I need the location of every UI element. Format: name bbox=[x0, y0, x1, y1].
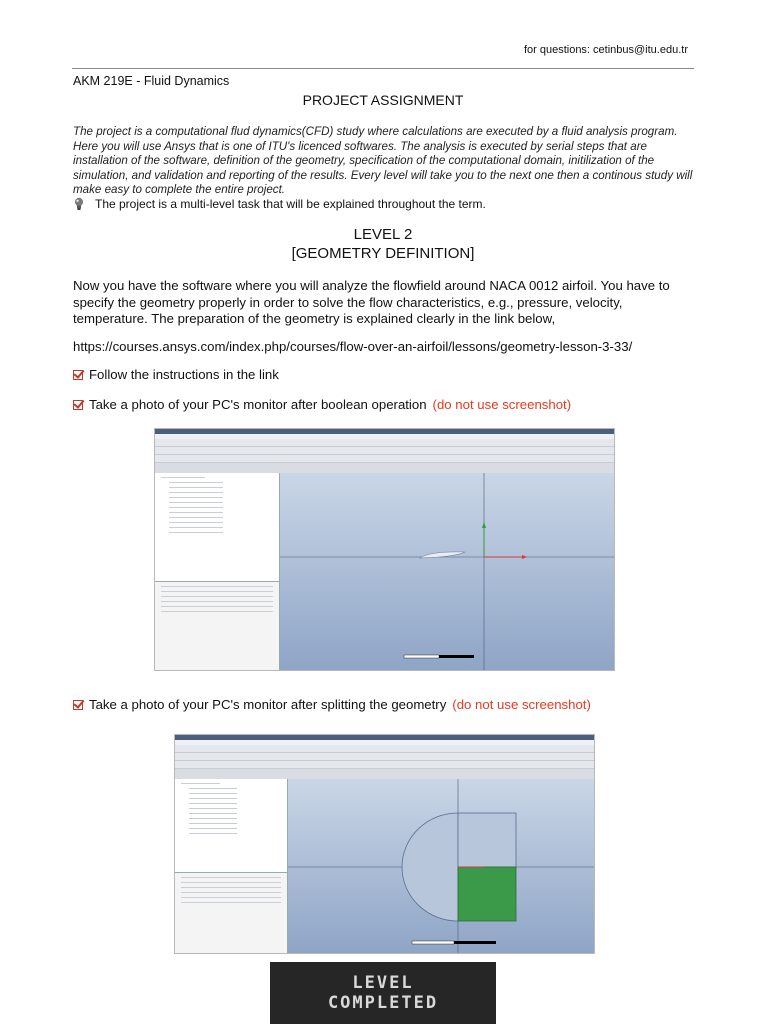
toolbar bbox=[175, 745, 594, 753]
task-warning: (do not use screenshot) bbox=[452, 697, 591, 712]
course-title: AKM 219E - Fluid Dynamics bbox=[73, 74, 230, 88]
task-split-photo bbox=[73, 697, 591, 712]
graphics-viewport bbox=[280, 473, 614, 670]
task-boolean-photo bbox=[73, 397, 571, 412]
level-number: LEVEL 2 bbox=[353, 226, 413, 243]
multi-level-note-text: The project is a multi-level task that will be explained throughout the term. bbox=[95, 197, 486, 211]
task-text: Take a photo of your PC's monitor after splitting the geometry bbox=[89, 697, 447, 712]
checkbox-icon bbox=[73, 700, 83, 710]
tutorial-link[interactable]: https://courses.ansys.com/index.php/courses/flow-over-an-airfoil/lessons/geometry-lesson-3-33/ bbox=[73, 339, 633, 354]
airfoil-graphic bbox=[280, 473, 614, 670]
checkbox-icon bbox=[73, 370, 83, 380]
page-title: PROJECT ASSIGNMENT bbox=[302, 92, 464, 108]
bulb-icon bbox=[73, 197, 85, 211]
badge-line-1: LEVEL bbox=[352, 973, 414, 993]
toolbar bbox=[155, 439, 614, 447]
level-heading bbox=[72, 225, 694, 263]
toolbar bbox=[155, 447, 614, 455]
contact-email: for questions: cetinbus@itu.edu.tr bbox=[523, 44, 688, 56]
toolbar bbox=[155, 455, 614, 463]
toolbar bbox=[175, 753, 594, 761]
intro-paragraph: The project is a computational flud dynamics(CFD) study where calculations are executed by a fluid analysis program. Here you will use Ansys that is one of ITU's licenced softwares. The analysis is executed by serial steps that are installation of the software, definition of the geometry, specification of the computational domain, initilization of the simulation, and validation and reporting of the results. Every level will take you to the next one then a continous study will make easy to complete the entire project. bbox=[73, 125, 693, 197]
task-text: Follow the instructions in the link bbox=[89, 367, 279, 382]
photo-split-geometry bbox=[174, 734, 595, 954]
header-divider bbox=[72, 68, 694, 69]
split-geometry-graphic bbox=[288, 779, 594, 953]
badge-line-2: COMPLETED bbox=[327, 993, 439, 1013]
task-text: Take a photo of your PC's monitor after boolean operation bbox=[89, 397, 427, 412]
task-warning: (do not use screenshot) bbox=[432, 397, 572, 412]
photo-boolean-operation bbox=[154, 428, 615, 671]
details-view-panel bbox=[175, 872, 288, 953]
multi-level-note bbox=[73, 197, 486, 211]
checkbox-icon bbox=[73, 400, 83, 410]
toolbar bbox=[175, 761, 594, 769]
instructions-paragraph: Now you have the software where you will analyze the flowfield around NACA 0012 airfoil. You have to specify the geometry properly in order to solve the flow characteristics, e.g., pressure, velocity, temperature. The preparation of the geometry is explained clearly in the link below, bbox=[73, 278, 670, 326]
graphics-viewport bbox=[288, 779, 594, 953]
details-view-panel bbox=[155, 581, 280, 670]
task-follow-instructions bbox=[73, 367, 279, 382]
level-subtitle: [GEOMETRY DEFINITION] bbox=[291, 245, 475, 262]
level-completed-badge bbox=[270, 962, 496, 1024]
